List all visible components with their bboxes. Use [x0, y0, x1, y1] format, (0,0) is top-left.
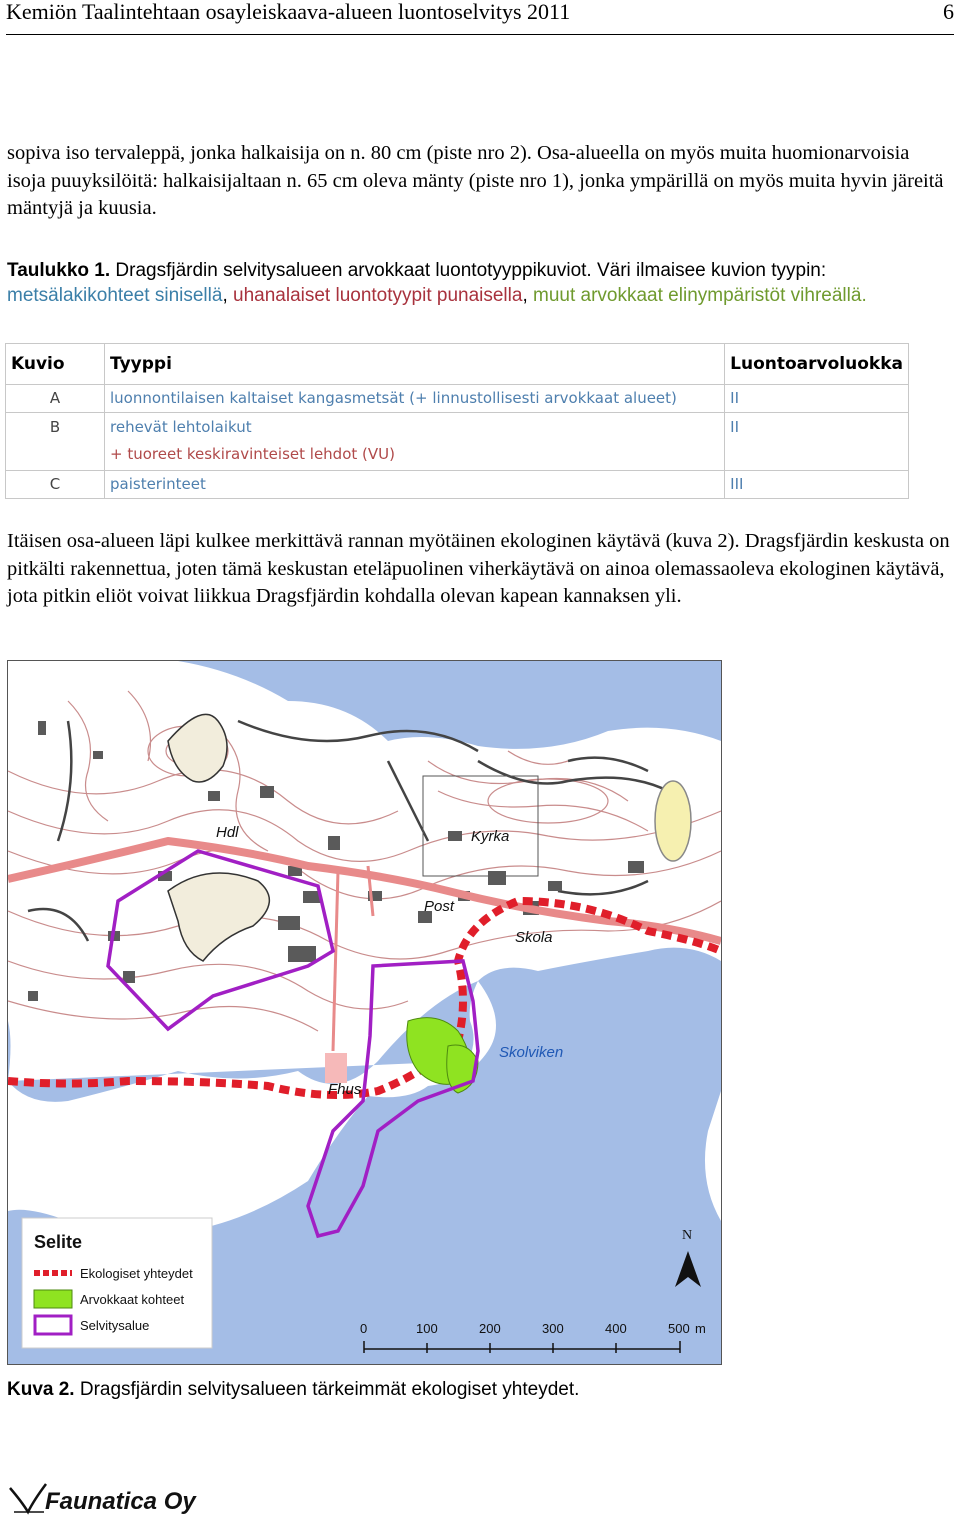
figure-caption: [7, 1377, 952, 1402]
place-skolviken: Skolviken: [499, 1044, 564, 1061]
scale-label-300: 300: [542, 1321, 564, 1336]
header-luokka: Luontoarvoluokka: [725, 344, 909, 385]
scale-label-500: 500: [668, 1321, 690, 1336]
header-kuvio: Kuvio: [6, 344, 105, 385]
table-row: [6, 385, 909, 413]
scale-label-200: 200: [479, 1321, 501, 1336]
legend: [22, 1218, 212, 1348]
page-header: [6, 0, 954, 35]
legend-valuable-label: Arvokkaat kohteet: [80, 1292, 185, 1307]
cell-kuvio: A: [6, 385, 105, 413]
bird-icon: [8, 1482, 48, 1518]
table-caption-sep2: ,: [522, 285, 534, 306]
table-caption: [7, 258, 952, 308]
document-title: Kemiön Taalintehtaan osayleiskaava-alueen luontoselvitys 2011: [6, 0, 571, 24]
table-caption-text: Dragsfjärdin selvitysalueen arvokkaat luontotyyppikuviot. Väri ilmaisee kuvion tyypin:: [110, 260, 827, 281]
cell-luokka: II: [725, 385, 909, 413]
habitat-table: [5, 343, 909, 499]
cell-kuvio: C: [6, 471, 105, 499]
map-svg: [8, 661, 721, 1364]
table-caption-end: .: [861, 285, 867, 306]
table-row: [6, 471, 909, 499]
figure-caption-label: Kuva 2.: [7, 1379, 75, 1400]
legend-area-label: Selvitysalue: [80, 1318, 150, 1333]
scale-label-400: 400: [605, 1321, 627, 1336]
cell-tyyppi: paisterinteet: [105, 471, 725, 499]
cell-tyyppi-line1: rehevät lehtolaikut: [110, 418, 252, 436]
north-label: N: [682, 1228, 693, 1243]
table-row: [6, 413, 909, 471]
cell-tyyppi-line2: + tuoreet keskiravinteiset lehdot (VU): [110, 445, 395, 463]
scale-unit: m: [695, 1321, 706, 1336]
table-caption-red: uhanalaiset luontotyypit punaisella: [233, 285, 523, 306]
cell-luokka: II: [725, 413, 909, 471]
place-kyrka: Kyrka: [471, 828, 510, 845]
cell-tyyppi: [105, 413, 725, 471]
cell-luokka: III: [725, 471, 909, 499]
table-caption-sep1: ,: [222, 285, 234, 306]
sports-field: [655, 781, 691, 861]
table-caption-green: muut arvokkaat elinympäristöt vihreällä: [533, 285, 862, 306]
scale-label-100: 100: [416, 1321, 438, 1336]
footer-logo: [8, 1482, 208, 1518]
place-hdl: Hdl: [216, 824, 239, 841]
legend-corridor-label: Ekologiset yhteydet: [80, 1266, 193, 1281]
table-header-row: [6, 344, 909, 385]
header-tyyppi: Tyyppi: [105, 344, 725, 385]
place-post: Post: [424, 898, 455, 915]
map-figure: [7, 660, 722, 1365]
legend-valuable-symbol: [34, 1290, 72, 1308]
cell-kuvio: B: [6, 413, 105, 471]
legend-title: Selite: [34, 1232, 83, 1252]
paragraph-1: sopiva iso tervaleppä, jonka halkaisija on n. 80 cm (piste nro 2). Osa-alueella on myös muita huomionarvoisia isoja puuyksilöitä: halkaisijaltaan n. 65 cm oleva mänty (piste nro 1), jonka ympärillä on myös muita hyvin järeitä mäntyjä ja kuusia.: [7, 142, 944, 219]
cell-tyyppi: luonnontilaisen kaltaiset kangasmetsät (+ linnustollisesti arvokkaat alueet): [105, 385, 725, 413]
scale-label-0: 0: [360, 1321, 368, 1336]
figure-caption-text: Dragsfjärdin selvitysalueen tärkeimmät ekologiset yhteydet.: [74, 1379, 580, 1400]
place-fhus: Fhus: [328, 1081, 362, 1098]
fhus-building: [325, 1053, 347, 1083]
page-number: 6: [943, 0, 954, 24]
company-logo-text: Faunatica Oy: [45, 1488, 196, 1515]
table-caption-blue: metsälakikohteet sinisellä: [7, 285, 223, 306]
place-skola: Skola: [515, 929, 553, 946]
paragraph-2: Itäisen osa-alueen läpi kulkee merkittävä rannan myötäinen ekologinen käytävä (kuva 2). Dragsfjärdin keskusta on pitkälti rakennettua, joten tämä keskustan eteläpuolinen viherkäytävä on ainoa olemassaoleva ekologinen käytävä, jota pitkin eliöt voivat liikkua Dragsfjärdin kohdalla olevan kapean kannaksen yli.: [7, 530, 950, 607]
table-caption-label: Taulukko 1.: [7, 260, 111, 281]
